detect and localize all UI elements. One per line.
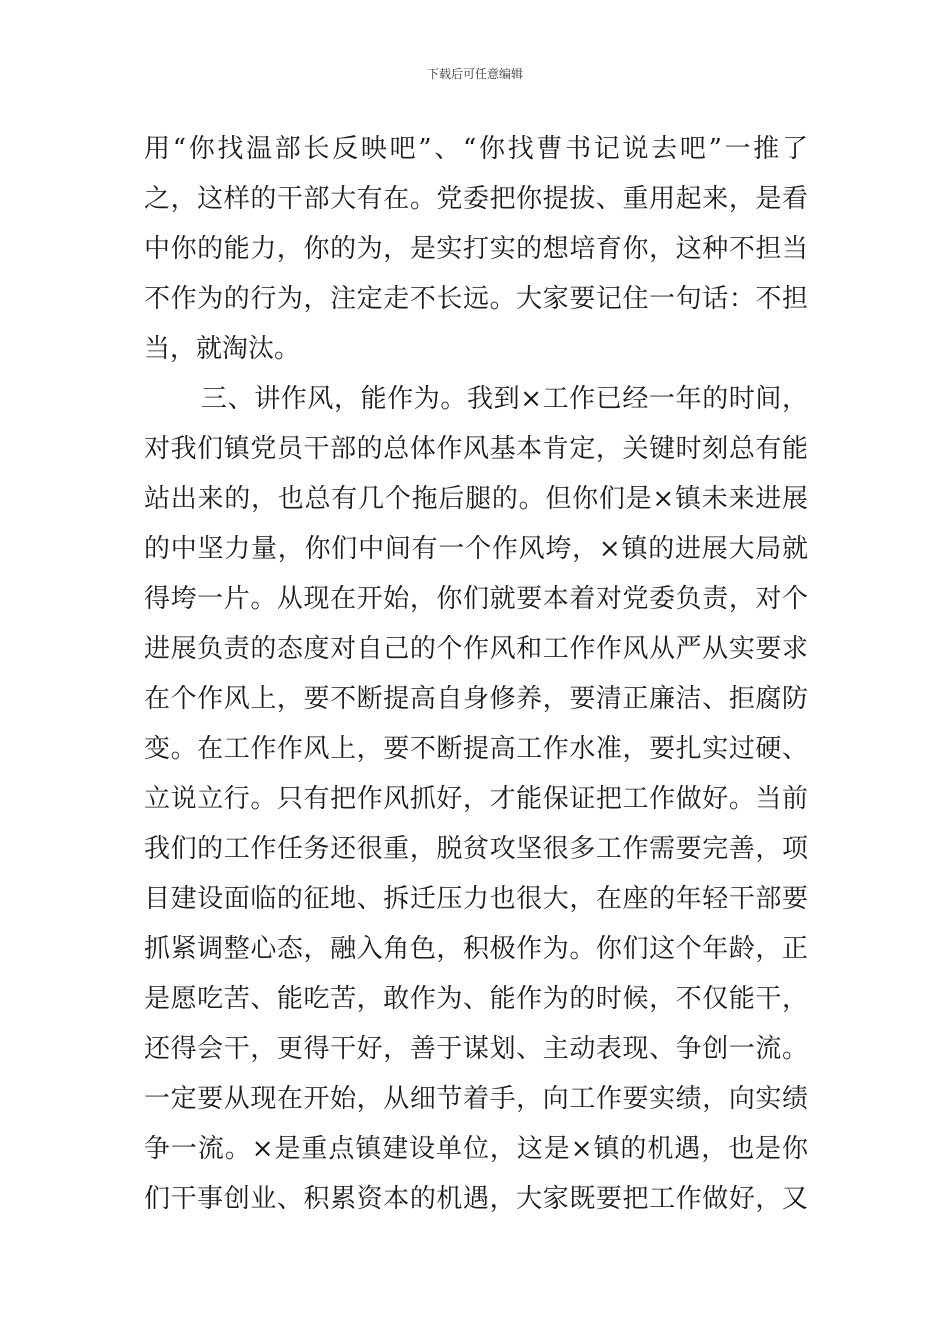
text-line: 不作为的行为，注定走不长远。大家要记住一句话：不担 <box>144 284 808 314</box>
text-line: 们干事创业、积累资本的机遇，大家既要把工作做好，又 <box>144 1184 808 1214</box>
text-line: 当，就淘汰。 <box>144 334 301 364</box>
section-heading-line: 三、讲作风，能作为。我到×工作已经一年的时间， <box>201 384 808 414</box>
text-line: 进展负责的态度对自己的个作风和工作作风从严从实要求 <box>144 634 808 664</box>
text-line: 争一流。×是重点镇建设单位，这是×镇的机遇，也是你 <box>144 1134 808 1164</box>
text-line: 对我们镇党员干部的总体作风基本肯定，关键时刻总有能 <box>144 434 808 464</box>
page-header: 下载后可任意编辑 <box>426 67 523 81</box>
text-line: 中你的能力，你的为，是实打实的想培育你，这种不担当 <box>144 234 808 264</box>
text-line: 我们的工作任务还很重，脱贫攻坚很多工作需要完善，项 <box>144 834 808 864</box>
text-line: 变。在工作作风上，要不断提高工作水准，要扎实过硬、 <box>144 734 808 764</box>
text-line: 用“你找温部长反映吧”、“你找曹书记说去吧”一推了 <box>144 134 808 164</box>
text-line: 抓紧调整心态，融入角色，积极作为。你们这个年龄，正 <box>144 934 808 964</box>
text-line: 是愿吃苦、能吃苦，敢作为、能作为的时候，不仅能干， <box>144 984 808 1014</box>
text-line: 在个作风上，要不断提高自身修养，要清正廉洁、拒腐防 <box>144 684 808 714</box>
text-line: 之，这样的干部大有在。党委把你提拔、重用起来，是看 <box>144 184 808 214</box>
text-line: 还得会干，更得干好，善于谋划、主动表现、争创一流。 <box>144 1034 808 1064</box>
text-line: 目建设面临的征地、拆迁压力也很大，在座的年轻干部要 <box>144 884 808 914</box>
document-body <box>144 124 808 1224</box>
text-line: 的中坚力量，你们中间有一个作风垮，×镇的进展大局就 <box>144 534 808 564</box>
text-line: 立说立行。只有把作风抓好，才能保证把工作做好。当前 <box>144 784 808 814</box>
text-line: 得垮一片。从现在开始，你们就要本着对党委负责，对个 <box>144 584 808 614</box>
text-line: 站出来的，也总有几个拖后腿的。但你们是×镇未来进展 <box>144 484 808 514</box>
text-line: 一定要从现在开始，从细节着手，向工作要实绩，向实绩 <box>144 1084 808 1114</box>
